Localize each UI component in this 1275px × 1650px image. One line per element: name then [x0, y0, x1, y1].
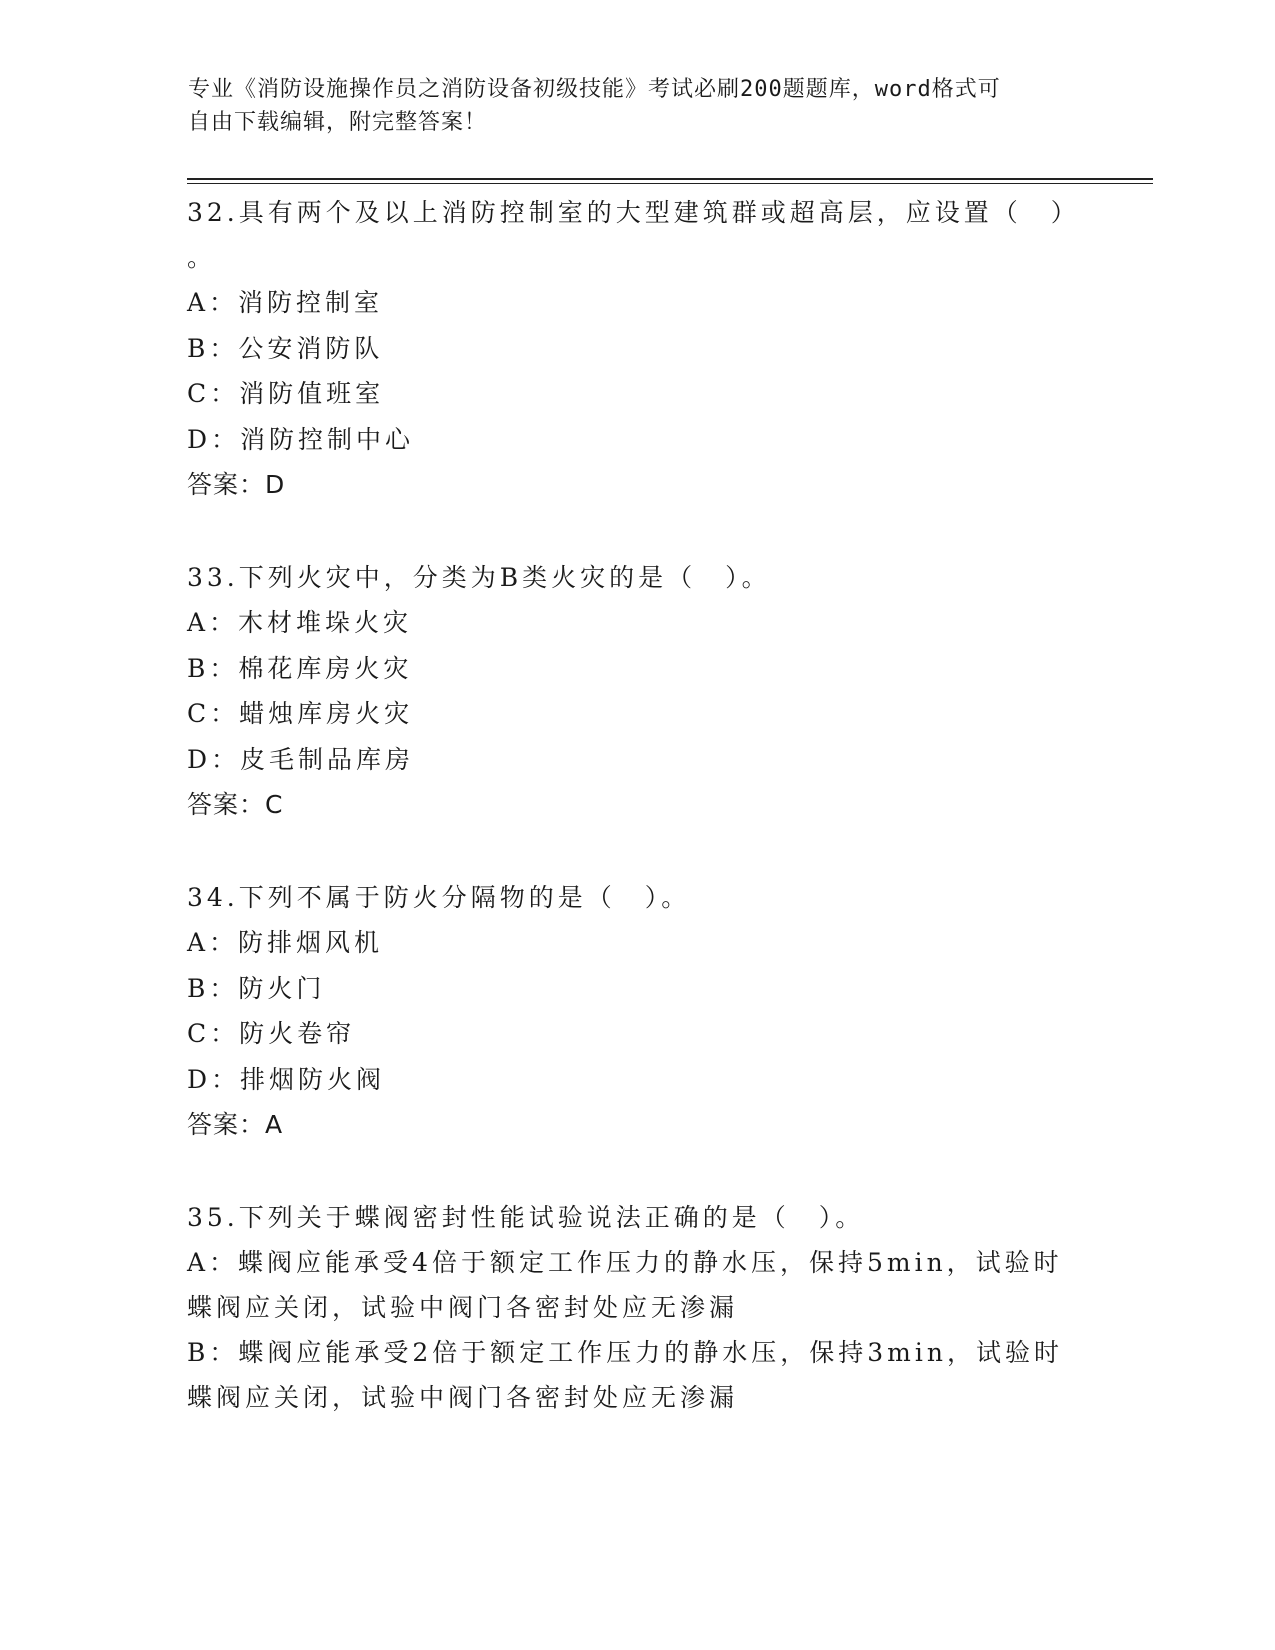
question-gap [187, 827, 1087, 875]
answer: 答案：A [187, 1110, 284, 1139]
option-c: C：消防值班室 [187, 379, 385, 408]
question-35 [187, 1195, 1087, 1420]
question-stem: 35.下列关于蝶阀密封性能试验说法正确的是（ ）。 [187, 1203, 865, 1232]
question-stem: 32.具有两个及以上消防控制室的大型建筑群或超高层，应设置（ ） [187, 198, 1080, 227]
question-gap [187, 1147, 1087, 1195]
question-33 [187, 555, 1087, 827]
option-b: B：棉花库房火灾 [187, 653, 413, 683]
option-d: D：排烟防火阀 [187, 1064, 386, 1094]
question-32 [187, 190, 1087, 507]
option-c: C：防火卷帘 [187, 1019, 356, 1048]
option-a: A：木材堆垛火灾 [187, 608, 413, 637]
option-a: A：消防控制室 [187, 288, 384, 317]
question-stem: 34.下列不属于防火分隔物的是（ ）。 [187, 883, 691, 912]
question-34 [187, 875, 1087, 1147]
answer: 答案：C [187, 790, 284, 819]
answer: 答案：D [187, 470, 286, 499]
option-d: D：皮毛制品库房 [187, 744, 415, 774]
header-line-2: 自由下载编辑，附完整答案！ [188, 110, 488, 135]
option-b: B：蝶阀应能承受2倍于额定工作压力的静水压，保持3min，试验时蝶阀应关闭，试验中阀门各密封处应无渗漏 [187, 1338, 1063, 1412]
option-a: A：蝶阀应能承受4倍于额定工作压力的静水压，保持5min，试验时蝶阀应关闭，试验中阀门各密封处应无渗漏 [187, 1248, 1063, 1322]
document-header [188, 73, 1068, 139]
question-gap [187, 507, 1087, 555]
option-b: B：公安消防队 [187, 333, 384, 363]
question-list [187, 190, 1087, 1420]
option-d: D：消防控制中心 [187, 424, 415, 454]
header-rule-thick [187, 178, 1153, 180]
question-stem: 33.下列火灾中，分类为B类火灾的是（ ）。 [187, 563, 771, 592]
option-a: A：防排烟风机 [187, 928, 384, 957]
question-stem-continuation: 。 [187, 243, 217, 272]
header-line-1: 专业《消防设施操作员之消防设备初级技能》考试必刷200题题库，word格式可 [188, 77, 1001, 102]
header-rule-thin [187, 183, 1153, 184]
option-c: C：蜡烛库房火灾 [187, 699, 414, 728]
option-b: B：防火门 [187, 973, 326, 1003]
